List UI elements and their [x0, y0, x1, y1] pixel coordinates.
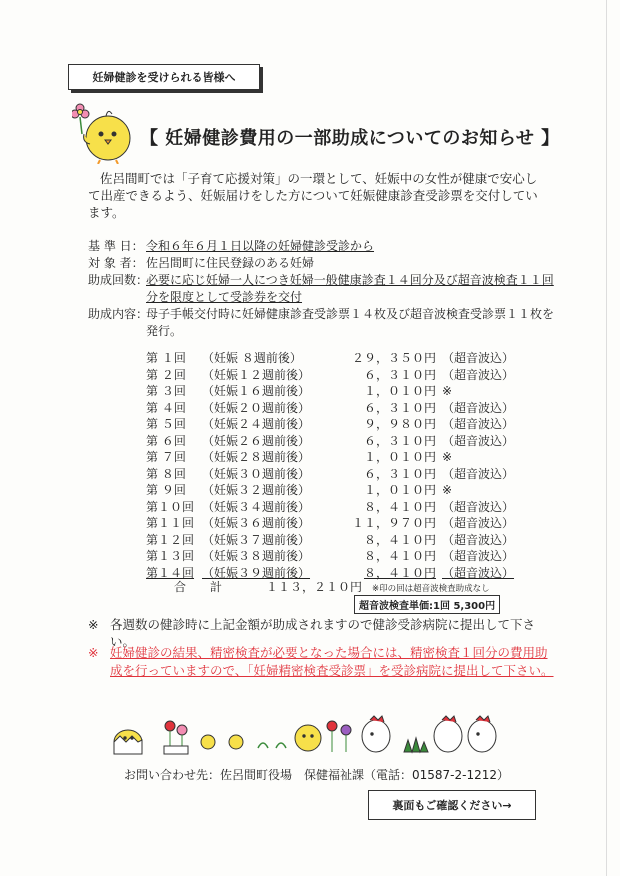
audience-box-label: 妊婦健診を受けられる皆様へ: [92, 71, 236, 84]
info-row-date: [88, 238, 558, 255]
schedule-week: （妊娠 ８週前後）: [202, 351, 302, 365]
schedule-round: 第 １回: [146, 351, 186, 365]
schedule-round: 第 ３回: [146, 384, 186, 398]
note-mark: ※: [88, 617, 99, 632]
schedule-note: （超音波込）: [442, 433, 515, 448]
info-value: 令和６年６月１日以降の妊婦健診受診から: [146, 239, 375, 253]
ultrasound-unit-price: 超音波検査単価:1回 5,300円: [354, 595, 500, 614]
schedule-row: [146, 499, 532, 516]
see-back-box: [368, 790, 536, 820]
schedule-amount: １，０１０円: [363, 483, 436, 497]
schedule-round: 第 ４回: [146, 400, 186, 415]
schedule-week: （妊娠３７週前後）: [202, 532, 311, 547]
see-back-label: 裏面もご確認ください→: [392, 799, 512, 812]
schedule-week: （妊娠３９週前後）: [202, 565, 311, 580]
info-key: 基 準 日：: [88, 239, 144, 253]
schedule-note: （超音波込）: [442, 549, 515, 563]
schedule-week: （妊娠３６週前後）: [202, 516, 311, 530]
schedule-table: [146, 350, 532, 581]
schedule-round: 第 ８回: [146, 466, 186, 481]
schedule-week: （妊娠３８週前後）: [202, 549, 311, 563]
info-value: 佐呂間町に住民登録のある妊婦: [146, 256, 315, 270]
schedule-amount: ８，４１０円: [363, 532, 436, 547]
schedule-row: [146, 532, 532, 549]
note-mark: ※: [88, 645, 99, 660]
note-2-text: 妊婦健診の結果、精密検査が必要となった場合には、精密検査１回分の費用助成を行っていますので、「妊婦精密検査受診票」を受診病院に提出して下さい。: [110, 645, 554, 678]
schedule-note: （超音波込）: [442, 466, 515, 481]
schedule-note: ※: [442, 450, 453, 464]
schedule-note: （超音波込）: [442, 351, 515, 365]
schedule-row: [146, 466, 532, 483]
schedule-row: [146, 482, 532, 499]
schedule-note: （超音波込）: [442, 565, 515, 580]
schedule-week: （妊娠１２週前後）: [202, 367, 311, 382]
schedule-row: [146, 383, 532, 400]
schedule-note: ※: [442, 483, 453, 497]
schedule-week: （妊娠３２週前後）: [202, 483, 311, 497]
schedule-row: [146, 449, 532, 466]
schedule-round: 第１１回: [146, 516, 195, 530]
schedule-note: （超音波込）: [442, 400, 515, 415]
info-key: 助成回数：: [88, 273, 149, 287]
schedule-amount: １１，９７０円: [351, 516, 436, 530]
schedule-row: [146, 433, 532, 450]
info-key: 助成内容：: [88, 307, 149, 321]
schedule-amount: ６，３１０円: [363, 400, 436, 415]
schedule-round: 第 ７回: [146, 450, 186, 464]
schedule-amount: ８，４１０円: [363, 565, 436, 580]
schedule-round: 第 ２回: [146, 367, 186, 382]
schedule-round: 第 ９回: [146, 483, 186, 497]
schedule-week: （妊娠１６週前後）: [202, 384, 311, 398]
schedule-amount: １，０１０円: [363, 384, 436, 398]
schedule-row: [146, 367, 532, 384]
total-label: 合 計: [174, 580, 223, 594]
schedule-row: [146, 400, 532, 417]
total-note: ※印の回は超音波検査助成なし: [372, 584, 490, 594]
info-value: 必要に応じ妊婦一人につき妊婦一般健康診査１４回分及び超音波検査１１回分を限度として受診券を交付: [146, 273, 554, 304]
schedule-row: [146, 548, 532, 565]
info-value: 母子手帳交付時に妊婦健康診査受診票１４枚及び超音波検査受診票１１枚を発行。: [146, 307, 555, 338]
info-key: 対 象 者：: [88, 256, 144, 270]
schedule-row: [146, 416, 532, 433]
schedule-row: [146, 350, 532, 367]
audience-box: [68, 64, 260, 90]
schedule-round: 第１４回: [146, 565, 195, 580]
schedule-round: 第 ５回: [146, 417, 186, 431]
schedule-note: （超音波込）: [442, 417, 515, 431]
page-title: 【 妊婦健診費用の一部助成についてのお知らせ 】: [140, 128, 560, 149]
info-row-target: [88, 255, 558, 272]
schedule-week: （妊娠２６週前後）: [202, 433, 311, 448]
schedule-amount: ９，９８０円: [363, 417, 436, 431]
schedule-week: （妊娠２８週前後）: [202, 450, 311, 464]
schedule-amount: ８，４１０円: [363, 499, 436, 514]
schedule-week: （妊娠３０週前後）: [202, 466, 311, 481]
schedule-round: 第１２回: [146, 532, 195, 547]
schedule-round: 第１０回: [146, 499, 195, 514]
schedule-amount: ２９，３５０円: [351, 351, 436, 365]
schedule-amount: １，０１０円: [363, 450, 436, 464]
info-list: [88, 238, 558, 340]
schedule-round: 第 ６回: [146, 433, 186, 448]
note-1-text: 各週数の健診時に上記金額が助成されますので健診受診病院に提出して下さい。: [110, 617, 536, 649]
total-row: [174, 578, 490, 595]
schedule-row: [146, 515, 532, 532]
total-amount: １１３，２１０円: [265, 580, 362, 594]
schedule-note: ※: [442, 384, 453, 398]
schedule-note: （超音波込）: [442, 532, 515, 547]
schedule-note: （超音波込）: [442, 516, 515, 530]
chick-flower-icon: [72, 100, 140, 164]
schedule-amount: ６，３１０円: [363, 466, 436, 481]
schedule-week: （妊娠２４週前後）: [202, 417, 311, 431]
info-row-count: [88, 272, 558, 306]
schedule-round: 第１３回: [146, 549, 195, 563]
schedule-week: （妊娠２０週前後）: [202, 400, 311, 415]
decorative-chicks-illustration: [108, 712, 508, 758]
contact-info: お問い合わせ先：佐呂間町役場 保健福祉課（電話：01587-2-1212）: [124, 768, 510, 782]
schedule-amount: ６，３１０円: [363, 433, 436, 448]
schedule-amount: ８，４１０円: [363, 549, 436, 563]
note-2: [88, 644, 558, 680]
intro-paragraph: [88, 170, 548, 221]
info-row-content: [88, 306, 558, 340]
schedule-note: （超音波込）: [442, 367, 515, 382]
intro-text: 佐呂間町では「子育て応援対策」の一環として、妊娠中の女性が健康で安心して出産できるよう、妊娠届けをした方について妊娠健康診査受診票を交付しています。: [88, 171, 538, 220]
page-edge-line: [606, 0, 607, 876]
schedule-note: （超音波込）: [442, 499, 515, 514]
schedule-amount: ６，３１０円: [363, 367, 436, 382]
schedule-week: （妊娠３４週前後）: [202, 499, 311, 514]
